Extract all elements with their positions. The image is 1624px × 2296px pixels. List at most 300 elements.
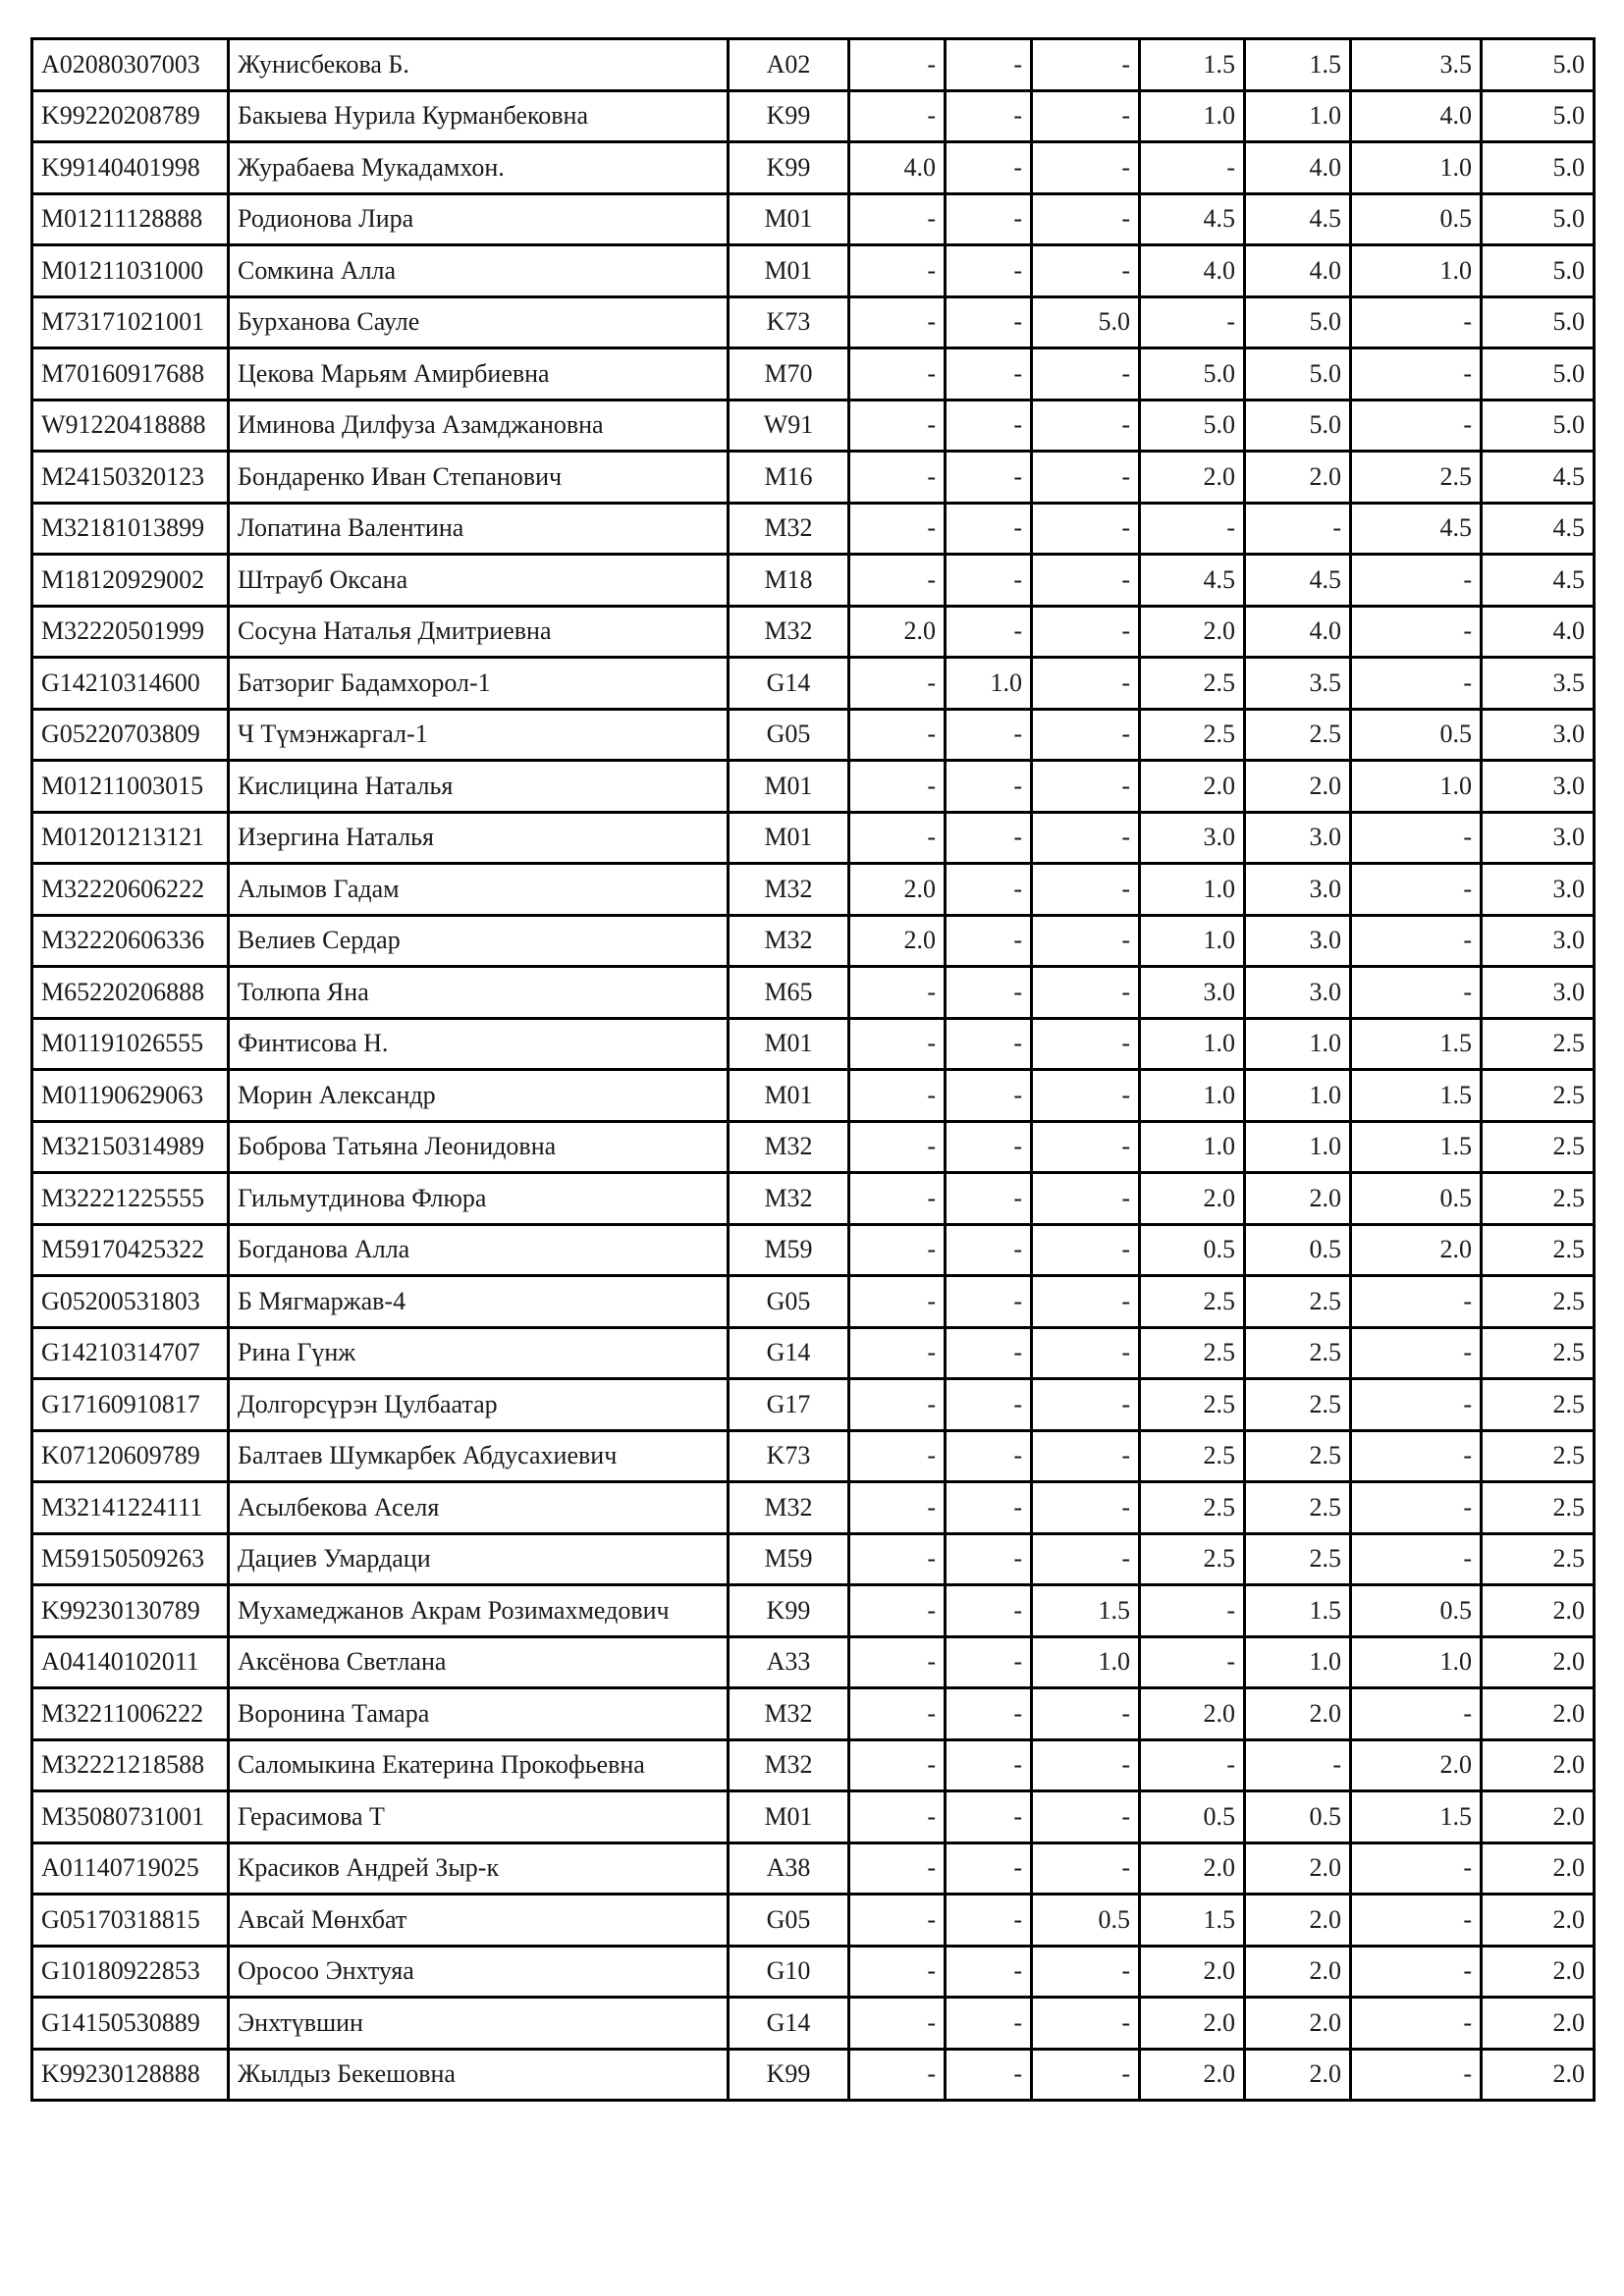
cell-row-id: M01190629063 xyxy=(32,1070,229,1122)
cell-subtotal: 2.0 xyxy=(1245,1946,1351,1998)
cell-subtotal: 2.0 xyxy=(1245,452,1351,504)
cell-row-code: G05 xyxy=(729,1895,849,1947)
cell-subtotal: 2.5 xyxy=(1245,1276,1351,1328)
table-row xyxy=(32,1276,1595,1328)
cell-row-code: M18 xyxy=(729,555,849,607)
table-body xyxy=(32,39,1595,2101)
cell-col-b: - xyxy=(946,555,1032,607)
cell-row-code: K73 xyxy=(729,296,849,348)
cell-row-name: Иминова Дилфуза Азамджановна xyxy=(229,400,729,452)
cell-row-id: M01211031000 xyxy=(32,245,229,297)
cell-total: 4.5 xyxy=(1482,452,1595,504)
cell-col-b: - xyxy=(946,193,1032,245)
cell-col-b: - xyxy=(946,1379,1032,1431)
cell-col-b: - xyxy=(946,709,1032,761)
cell-row-id: G14210314600 xyxy=(32,658,229,710)
cell-total: 2.0 xyxy=(1482,1946,1595,1998)
cell-col-e: 1.5 xyxy=(1351,1791,1482,1843)
cell-row-code: G14 xyxy=(729,658,849,710)
table-row xyxy=(32,606,1595,658)
cell-col-a: - xyxy=(849,1585,946,1637)
cell-subtotal: 3.5 xyxy=(1245,658,1351,710)
cell-total: 3.0 xyxy=(1482,864,1595,916)
table-row xyxy=(32,709,1595,761)
cell-total: 3.0 xyxy=(1482,812,1595,864)
cell-col-c: - xyxy=(1032,967,1140,1019)
cell-row-code: M59 xyxy=(729,1533,849,1585)
table-row xyxy=(32,503,1595,555)
cell-col-e: - xyxy=(1351,915,1482,967)
cell-row-code: M01 xyxy=(729,245,849,297)
cell-col-b: - xyxy=(946,606,1032,658)
cell-row-code: G17 xyxy=(729,1379,849,1431)
cell-col-d: 2.0 xyxy=(1140,761,1245,813)
cell-row-id: G14150530889 xyxy=(32,1998,229,2050)
cell-col-d: 1.0 xyxy=(1140,1121,1245,1173)
cell-total: 2.0 xyxy=(1482,1998,1595,2050)
cell-col-a: - xyxy=(849,1895,946,1947)
cell-row-id: M01211128888 xyxy=(32,193,229,245)
cell-col-d: 2.0 xyxy=(1140,606,1245,658)
cell-col-e: - xyxy=(1351,296,1482,348)
cell-row-id: M01191026555 xyxy=(32,1018,229,1070)
table-row xyxy=(32,1379,1595,1431)
cell-col-c: - xyxy=(1032,1482,1140,1534)
cell-row-id: A02080307003 xyxy=(32,39,229,91)
cell-subtotal: 5.0 xyxy=(1245,400,1351,452)
table-row xyxy=(32,658,1595,710)
cell-col-b: - xyxy=(946,503,1032,555)
cell-col-d: 2.0 xyxy=(1140,1688,1245,1740)
cell-col-b: - xyxy=(946,1327,1032,1379)
cell-col-c: - xyxy=(1032,1842,1140,1895)
cell-col-c: - xyxy=(1032,400,1140,452)
cell-row-id: K99220208789 xyxy=(32,90,229,142)
cell-col-b: - xyxy=(946,1895,1032,1947)
cell-row-id: M18120929002 xyxy=(32,555,229,607)
cell-subtotal: 4.0 xyxy=(1245,142,1351,194)
cell-col-d: 3.0 xyxy=(1140,812,1245,864)
cell-col-e: 1.5 xyxy=(1351,1018,1482,1070)
cell-col-a: - xyxy=(849,967,946,1019)
cell-row-code: M32 xyxy=(729,915,849,967)
cell-row-code: M16 xyxy=(729,452,849,504)
cell-col-b: - xyxy=(946,761,1032,813)
cell-col-d: 2.5 xyxy=(1140,1533,1245,1585)
cell-row-name: Богданова Алла xyxy=(229,1224,729,1276)
cell-col-a: - xyxy=(849,1173,946,1225)
table-row xyxy=(32,1585,1595,1637)
cell-col-c: - xyxy=(1032,761,1140,813)
cell-subtotal: 0.5 xyxy=(1245,1224,1351,1276)
cell-col-a: - xyxy=(849,245,946,297)
cell-subtotal: 2.5 xyxy=(1245,1379,1351,1431)
cell-row-id: M32141224111 xyxy=(32,1482,229,1534)
table-row xyxy=(32,812,1595,864)
cell-row-name: Долгорсүрэн Цулбаатар xyxy=(229,1379,729,1431)
cell-col-a: - xyxy=(849,1791,946,1843)
cell-col-d: 2.5 xyxy=(1140,1276,1245,1328)
cell-row-name: Оросоо Энхтуяа xyxy=(229,1946,729,1998)
cell-col-d: 2.0 xyxy=(1140,1946,1245,1998)
cell-col-a: 2.0 xyxy=(849,915,946,967)
cell-total: 4.5 xyxy=(1482,555,1595,607)
cell-col-b: - xyxy=(946,348,1032,400)
cell-col-c: - xyxy=(1032,1070,1140,1122)
table-row xyxy=(32,193,1595,245)
cell-row-id: M70160917688 xyxy=(32,348,229,400)
table-row xyxy=(32,915,1595,967)
cell-row-name: Бондаренко Иван Степанович xyxy=(229,452,729,504)
cell-col-b: - xyxy=(946,1739,1032,1791)
cell-col-b: - xyxy=(946,296,1032,348)
cell-col-a: - xyxy=(849,1430,946,1482)
cell-col-d: 5.0 xyxy=(1140,400,1245,452)
cell-col-c: - xyxy=(1032,606,1140,658)
cell-total: 5.0 xyxy=(1482,245,1595,297)
cell-row-id: M32150314989 xyxy=(32,1121,229,1173)
cell-row-code: M70 xyxy=(729,348,849,400)
cell-total: 5.0 xyxy=(1482,400,1595,452)
cell-col-c: - xyxy=(1032,2049,1140,2101)
cell-col-b: - xyxy=(946,1276,1032,1328)
cell-row-code: M32 xyxy=(729,1121,849,1173)
cell-col-e: 1.5 xyxy=(1351,1070,1482,1122)
cell-total: 2.0 xyxy=(1482,1739,1595,1791)
cell-col-a: - xyxy=(849,503,946,555)
cell-row-code: M32 xyxy=(729,864,849,916)
cell-col-e: 1.0 xyxy=(1351,245,1482,297)
cell-row-id: K07120609789 xyxy=(32,1430,229,1482)
cell-col-e: 2.0 xyxy=(1351,1739,1482,1791)
cell-row-id: G10180922853 xyxy=(32,1946,229,1998)
cell-total: 2.5 xyxy=(1482,1327,1595,1379)
cell-col-d: 1.0 xyxy=(1140,915,1245,967)
cell-row-code: K99 xyxy=(729,1585,849,1637)
cell-row-name: Бурханова Сауле xyxy=(229,296,729,348)
cell-col-d: - xyxy=(1140,1739,1245,1791)
cell-col-b: - xyxy=(946,245,1032,297)
cell-col-c: - xyxy=(1032,1688,1140,1740)
table-row xyxy=(32,1946,1595,1998)
cell-row-name: Воронина Тамара xyxy=(229,1688,729,1740)
cell-col-c: 0.5 xyxy=(1032,1895,1140,1947)
cell-row-id: M32211006222 xyxy=(32,1688,229,1740)
cell-col-c: 1.0 xyxy=(1032,1636,1140,1688)
cell-total: 3.0 xyxy=(1482,709,1595,761)
cell-col-b: - xyxy=(946,1533,1032,1585)
table-row xyxy=(32,1842,1595,1895)
cell-row-name: Авсай Мөнхбат xyxy=(229,1895,729,1947)
cell-row-id: M32220501999 xyxy=(32,606,229,658)
cell-col-d: 2.0 xyxy=(1140,1173,1245,1225)
cell-row-name: Лопатина Валентина xyxy=(229,503,729,555)
table-row xyxy=(32,90,1595,142)
cell-row-name: Дациев Умардаци xyxy=(229,1533,729,1585)
cell-col-b: - xyxy=(946,1224,1032,1276)
cell-col-a: - xyxy=(849,39,946,91)
cell-col-b: - xyxy=(946,1842,1032,1895)
cell-total: 2.5 xyxy=(1482,1070,1595,1122)
cell-subtotal: 2.0 xyxy=(1245,2049,1351,2101)
cell-row-code: A02 xyxy=(729,39,849,91)
cell-row-name: Мухамеджанов Акрам Розимахмедович xyxy=(229,1585,729,1637)
cell-col-d: - xyxy=(1140,503,1245,555)
cell-row-code: M01 xyxy=(729,761,849,813)
table-row xyxy=(32,1121,1595,1173)
cell-col-c: 1.5 xyxy=(1032,1585,1140,1637)
cell-subtotal: 3.0 xyxy=(1245,967,1351,1019)
cell-total: 2.5 xyxy=(1482,1018,1595,1070)
cell-col-c: - xyxy=(1032,1998,1140,2050)
table-row xyxy=(32,2049,1595,2101)
cell-row-code: G05 xyxy=(729,1276,849,1328)
cell-col-e: - xyxy=(1351,348,1482,400)
cell-col-d: 2.5 xyxy=(1140,658,1245,710)
cell-row-code: G14 xyxy=(729,1998,849,2050)
cell-col-e: 0.5 xyxy=(1351,1173,1482,1225)
cell-col-c: - xyxy=(1032,1791,1140,1843)
cell-col-b: - xyxy=(946,812,1032,864)
cell-total: 2.5 xyxy=(1482,1430,1595,1482)
cell-col-e: - xyxy=(1351,1379,1482,1431)
results-table xyxy=(30,37,1596,2102)
cell-col-d: 1.0 xyxy=(1140,1018,1245,1070)
cell-row-id: W91220418888 xyxy=(32,400,229,452)
cell-col-c: - xyxy=(1032,1946,1140,1998)
cell-subtotal: - xyxy=(1245,503,1351,555)
cell-subtotal: 0.5 xyxy=(1245,1791,1351,1843)
cell-subtotal: 1.0 xyxy=(1245,1070,1351,1122)
cell-row-name: Финтисова Н. xyxy=(229,1018,729,1070)
cell-row-id: M65220206888 xyxy=(32,967,229,1019)
cell-col-c: - xyxy=(1032,555,1140,607)
cell-col-d: 1.0 xyxy=(1140,90,1245,142)
cell-col-e: - xyxy=(1351,1946,1482,1998)
cell-row-name: Морин Александр xyxy=(229,1070,729,1122)
cell-row-code: K99 xyxy=(729,90,849,142)
cell-total: 5.0 xyxy=(1482,296,1595,348)
cell-subtotal: 2.0 xyxy=(1245,1173,1351,1225)
cell-col-b: - xyxy=(946,400,1032,452)
cell-total: 2.0 xyxy=(1482,1636,1595,1688)
cell-col-a: - xyxy=(849,1998,946,2050)
cell-col-d: 4.5 xyxy=(1140,555,1245,607)
cell-col-b: - xyxy=(946,1998,1032,2050)
cell-col-e: - xyxy=(1351,555,1482,607)
cell-col-c: - xyxy=(1032,1533,1140,1585)
cell-row-id: M24150320123 xyxy=(32,452,229,504)
cell-subtotal: 2.0 xyxy=(1245,1842,1351,1895)
cell-col-c: - xyxy=(1032,658,1140,710)
cell-total: 3.0 xyxy=(1482,761,1595,813)
cell-col-c: - xyxy=(1032,1379,1140,1431)
cell-row-code: M01 xyxy=(729,193,849,245)
cell-total: 2.0 xyxy=(1482,1895,1595,1947)
cell-row-name: Аксёнова Светлана xyxy=(229,1636,729,1688)
cell-subtotal: 4.0 xyxy=(1245,245,1351,297)
cell-row-name: Журабаева Мукадамхон. xyxy=(229,142,729,194)
cell-row-code: M59 xyxy=(729,1224,849,1276)
cell-row-id: K99230128888 xyxy=(32,2049,229,2101)
table-row xyxy=(32,1070,1595,1122)
cell-row-id: M32220606222 xyxy=(32,864,229,916)
cell-col-e: - xyxy=(1351,1895,1482,1947)
cell-col-a: - xyxy=(849,709,946,761)
cell-subtotal: 1.0 xyxy=(1245,90,1351,142)
cell-col-c: - xyxy=(1032,39,1140,91)
cell-subtotal: 2.5 xyxy=(1245,1430,1351,1482)
cell-row-name: Красиков Андрей Зыр-к xyxy=(229,1842,729,1895)
cell-row-name: Батзориг Бадамхорол-1 xyxy=(229,658,729,710)
cell-col-d: 2.5 xyxy=(1140,1327,1245,1379)
cell-col-a: 2.0 xyxy=(849,864,946,916)
cell-row-name: Гильмутдинова Флюра xyxy=(229,1173,729,1225)
cell-row-name: Энхтүвшин xyxy=(229,1998,729,2050)
cell-col-e: - xyxy=(1351,606,1482,658)
cell-col-e: 0.5 xyxy=(1351,193,1482,245)
cell-total: 2.5 xyxy=(1482,1121,1595,1173)
cell-subtotal: 3.0 xyxy=(1245,915,1351,967)
table-row xyxy=(32,1430,1595,1482)
cell-col-e: - xyxy=(1351,812,1482,864)
cell-col-b: 1.0 xyxy=(946,658,1032,710)
cell-col-c: - xyxy=(1032,1173,1140,1225)
cell-col-a: - xyxy=(849,400,946,452)
cell-row-name: Изергина Наталья xyxy=(229,812,729,864)
cell-col-d: 1.0 xyxy=(1140,1070,1245,1122)
cell-row-name: Штрауб Оксана xyxy=(229,555,729,607)
cell-row-code: K99 xyxy=(729,2049,849,2101)
table-row xyxy=(32,1327,1595,1379)
cell-col-b: - xyxy=(946,1430,1032,1482)
cell-col-b: - xyxy=(946,2049,1032,2101)
cell-col-d: - xyxy=(1140,1636,1245,1688)
cell-col-a: - xyxy=(849,1121,946,1173)
cell-col-d: 2.5 xyxy=(1140,1482,1245,1534)
table-row xyxy=(32,1791,1595,1843)
cell-row-name: Велиев Сердар xyxy=(229,915,729,967)
cell-row-name: Бакыева Нурила Курманбековна xyxy=(229,90,729,142)
cell-row-name: Жунисбекова Б. xyxy=(229,39,729,91)
cell-row-code: M01 xyxy=(729,1018,849,1070)
cell-row-name: Сосуна Наталья Дмитриевна xyxy=(229,606,729,658)
cell-col-c: - xyxy=(1032,1224,1140,1276)
cell-col-d: 0.5 xyxy=(1140,1791,1245,1843)
cell-col-a: - xyxy=(849,1224,946,1276)
cell-total: 5.0 xyxy=(1482,193,1595,245)
cell-col-d: 2.0 xyxy=(1140,1998,1245,2050)
cell-row-code: M01 xyxy=(729,1070,849,1122)
cell-row-code: G05 xyxy=(729,709,849,761)
cell-col-d: 2.0 xyxy=(1140,452,1245,504)
cell-col-a: - xyxy=(849,1482,946,1534)
cell-row-name: Герасимова Т xyxy=(229,1791,729,1843)
cell-subtotal: 2.0 xyxy=(1245,1998,1351,2050)
cell-row-id: M01201213121 xyxy=(32,812,229,864)
cell-total: 2.0 xyxy=(1482,2049,1595,2101)
cell-row-id: G05220703809 xyxy=(32,709,229,761)
table-row xyxy=(32,761,1595,813)
cell-col-b: - xyxy=(946,1018,1032,1070)
cell-col-b: - xyxy=(946,39,1032,91)
cell-col-b: - xyxy=(946,1636,1032,1688)
cell-col-b: - xyxy=(946,1070,1032,1122)
cell-row-name: Кислицина Наталья xyxy=(229,761,729,813)
cell-col-d: - xyxy=(1140,142,1245,194)
cell-col-e: 3.5 xyxy=(1351,39,1482,91)
cell-row-code: M32 xyxy=(729,1482,849,1534)
table-row xyxy=(32,1533,1595,1585)
cell-col-e: 1.5 xyxy=(1351,1121,1482,1173)
cell-col-e: - xyxy=(1351,1327,1482,1379)
cell-row-id: M73171021001 xyxy=(32,296,229,348)
cell-col-e: - xyxy=(1351,1276,1482,1328)
cell-row-name: Рина Гүнж xyxy=(229,1327,729,1379)
cell-subtotal: 2.0 xyxy=(1245,1688,1351,1740)
cell-col-b: - xyxy=(946,1585,1032,1637)
cell-col-e: 1.0 xyxy=(1351,761,1482,813)
cell-col-d: 2.5 xyxy=(1140,709,1245,761)
cell-col-e: - xyxy=(1351,1842,1482,1895)
cell-col-c: 5.0 xyxy=(1032,296,1140,348)
cell-col-a: - xyxy=(849,1946,946,1998)
cell-col-d: 2.5 xyxy=(1140,1379,1245,1431)
cell-row-id: K99140401998 xyxy=(32,142,229,194)
cell-row-code: K99 xyxy=(729,142,849,194)
cell-total: 2.5 xyxy=(1482,1533,1595,1585)
cell-row-name: Ч Түмэнжаргал-1 xyxy=(229,709,729,761)
cell-col-e: - xyxy=(1351,658,1482,710)
cell-subtotal: 2.5 xyxy=(1245,1482,1351,1534)
cell-col-b: - xyxy=(946,1688,1032,1740)
table-row xyxy=(32,1173,1595,1225)
cell-total: 2.5 xyxy=(1482,1224,1595,1276)
cell-col-e: - xyxy=(1351,1430,1482,1482)
cell-col-e: - xyxy=(1351,1688,1482,1740)
cell-row-id: K99230130789 xyxy=(32,1585,229,1637)
table-row xyxy=(32,452,1595,504)
cell-col-b: - xyxy=(946,1946,1032,1998)
cell-col-a: - xyxy=(849,555,946,607)
cell-row-name: Родионова Лира xyxy=(229,193,729,245)
cell-col-e: - xyxy=(1351,400,1482,452)
table-row xyxy=(32,1224,1595,1276)
cell-row-code: A33 xyxy=(729,1636,849,1688)
cell-row-id: G05200531803 xyxy=(32,1276,229,1328)
cell-subtotal: 1.0 xyxy=(1245,1018,1351,1070)
cell-row-name: Цекова Марьям Амирбиевна xyxy=(229,348,729,400)
cell-col-c: - xyxy=(1032,1121,1140,1173)
cell-subtotal: 4.5 xyxy=(1245,555,1351,607)
cell-row-name: Сомкина Алла xyxy=(229,245,729,297)
cell-col-e: 0.5 xyxy=(1351,709,1482,761)
cell-col-a: - xyxy=(849,193,946,245)
cell-total: 2.5 xyxy=(1482,1276,1595,1328)
cell-subtotal: 1.5 xyxy=(1245,1585,1351,1637)
table-row xyxy=(32,142,1595,194)
cell-row-name: Боброва Татьяна Леонидовна xyxy=(229,1121,729,1173)
cell-subtotal: 2.5 xyxy=(1245,1533,1351,1585)
cell-col-a: - xyxy=(849,1276,946,1328)
cell-row-code: M32 xyxy=(729,1173,849,1225)
cell-subtotal: 2.0 xyxy=(1245,1895,1351,1947)
table-row xyxy=(32,555,1595,607)
cell-subtotal: 3.0 xyxy=(1245,812,1351,864)
cell-col-e: 4.5 xyxy=(1351,503,1482,555)
cell-row-id: M32181013899 xyxy=(32,503,229,555)
table-row xyxy=(32,296,1595,348)
